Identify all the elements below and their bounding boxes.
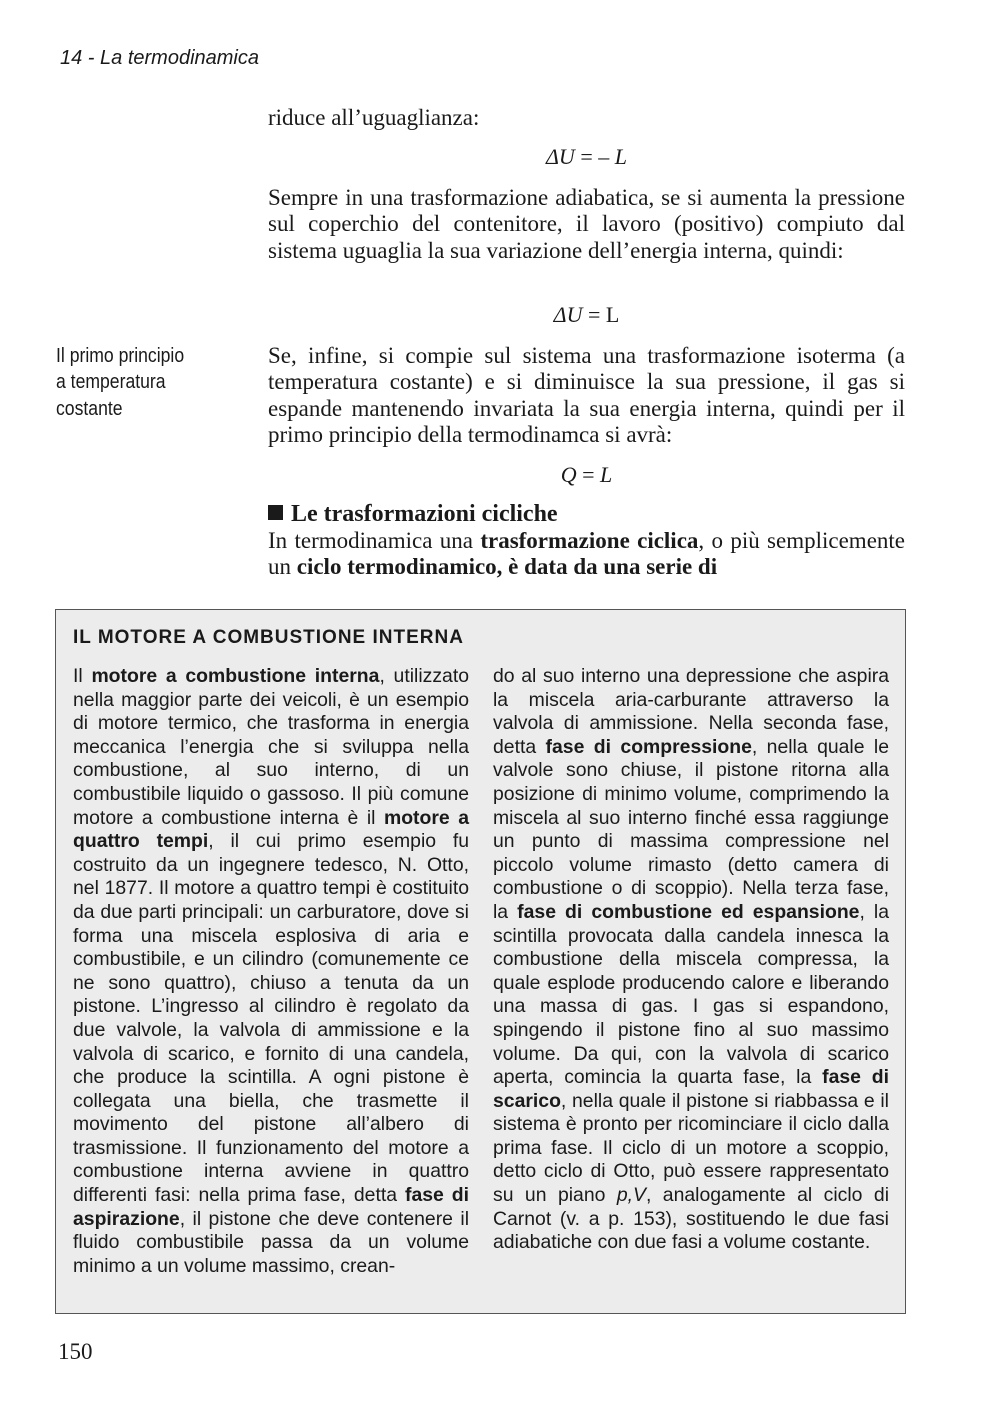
text-run: , o più semplicemente un [268, 528, 905, 580]
equation-3-lhs: Q [560, 462, 577, 487]
bold-term: trasformazione ciclica [480, 528, 699, 553]
section-heading [268, 500, 558, 528]
margin-note-line-3: costante [56, 397, 123, 420]
paragraph-isothermal-text: Se, infine, si compie sul sistema una trasformazione isoterma (a temperatura costante) e si diminuisce la sua pressione, il gas si espande mantenendo invariata la sua energia interna, quindi per il primo principio della termodinamca si avrà: [268, 343, 905, 447]
paragraph-adiabatic [268, 185, 905, 264]
page-number: 150 [58, 1339, 93, 1364]
sidebar-box [55, 609, 906, 1314]
square-bullet-icon [268, 505, 283, 520]
bold-term: fase di combustione ed espansione [517, 900, 860, 923]
equation-2-lhs: ΔU [553, 302, 583, 327]
section-heading-text: Le trasformazioni cicliche [291, 501, 558, 527]
equation-3-op: = [576, 462, 601, 487]
bold-term: ciclo termodinamico [296, 554, 497, 580]
intro-text: riduce all’uguaglianza: [268, 105, 480, 130]
margin-note [56, 343, 214, 422]
bold-term: fase di scarico [493, 1066, 889, 1112]
equation-3-rhs: L [600, 462, 613, 487]
equation-1-rhs: L [614, 144, 627, 169]
equation-2-rhs: L [605, 302, 620, 327]
margin-note-line-2: a temperatura [56, 371, 166, 394]
text-run: do al suo interno una depressione che aspira la miscela aria-carburante attraverso la valvola di ammissione. Nella seconda fase, detta [493, 665, 889, 758]
text-run: , il cui primo esempio fu costruito da un ingegnere tedesco, N. Otto, nel 1877. Il motore a quattro tempi è costituito da due parti principali: un carburatore, dove si forma una miscela esplosiva di aria e combustibile, e un cilindro (comunemente ce ne sono quattro), chiuso a tenuta da un pistone. L’ingresso al cilindro è regolato da due valvole, la valvola di ammissione e la valvola di scarico, e fornito di una candela, che produce la scintilla. A ogni pistone è collegata una biella, che trasmette il movimento del pistone all’albero di trasmissione. Il funzionamento del motore a combustione interna avviene in quattro differenti fasi: nella prima fase, detta [73, 830, 469, 1207]
bold-term: motore a quattro tempi [73, 806, 470, 853]
equation-2 [268, 302, 905, 328]
margin-note-line-1: Il primo principio [56, 345, 185, 367]
text-run: , utilizzato nella maggior parte dei veicoli, è un esempio di motore termico, che trasforma in energia meccanica l’energia che si sviluppa nella combustione, al suo interno, di un combustibile liquido o gassoso. Il più comune motore a combustione interna è il [73, 665, 469, 829]
equation-1 [268, 144, 905, 170]
text-run: In termodinamica una [268, 528, 481, 553]
bold-term: fase di compressione [545, 735, 752, 758]
text-run: , analogamente al ciclo di Carnot (v. a p. 153), sostituendo le due fasi adiabatiche con due fasi a volume costante. [493, 1184, 890, 1254]
text-run: , nella quale le valvole sono chiuse, il pistone ritorna alla posizione di minimo volume, comprimendo la miscela al suo interno finché essa raggiunge un punto di massima compressione nel piccolo volume rimasto (detto camera di combustione o di scoppio). Nella terza fase, la [493, 735, 890, 923]
intro-line [268, 105, 905, 131]
paragraph-cycles [268, 528, 905, 581]
bold-term: fase di aspirazione [73, 1184, 469, 1230]
equation-1-op: = – [574, 144, 615, 169]
bold-term: motore a combustione interna [91, 665, 380, 687]
running-header: 14 - La termodinamica [60, 47, 259, 69]
text-run: Il [73, 665, 92, 687]
paragraph-cycles-text [268, 528, 905, 581]
paragraph-adiabatic-text: Sempre in una trasformazione adiabatica, se si aumenta la pressione sul coperchio del contenitore, il lavoro (positivo) compiuto dal sistema uguaglia la sua variazione dell’energia interna, quindi: [268, 185, 905, 263]
text-run: , nella quale il pistone si riabbassa e il sistema è pronto per ricominciare il ciclo dalla prima fase. Il ciclo di un motore a scoppio, detto ciclo di Otto, può essere rappresentato su un piano [493, 1089, 889, 1207]
paragraph-isothermal [268, 343, 905, 448]
sidebar-column-left [73, 665, 469, 1278]
equation-3 [268, 462, 905, 488]
sidebar-box-title: IL MOTORE A COMBUSTIONE INTERNA [73, 627, 464, 648]
italic-term: p,V [616, 1184, 646, 1207]
equation-2-op: = [582, 302, 606, 327]
sidebar-column-right [493, 665, 889, 1255]
text-run: , la scintilla provocata dalla candela innesca la combustione della miscela compressa, la quale esplode producendo calore e liberando una massa di gas. I gas si espandono, spingendo il pistone fino al suo massimo volume. Da qui, con la valvola di scarico aperta, comincia la quarta fase, la [493, 900, 889, 1089]
text-run: , il pistone che deve contenere il fluido combustibile passa da un volume minimo a un volume massimo, crean- [73, 1207, 469, 1277]
equation-1-lhs: ΔU [546, 144, 575, 169]
text-run: , è data da una serie di [496, 554, 718, 580]
